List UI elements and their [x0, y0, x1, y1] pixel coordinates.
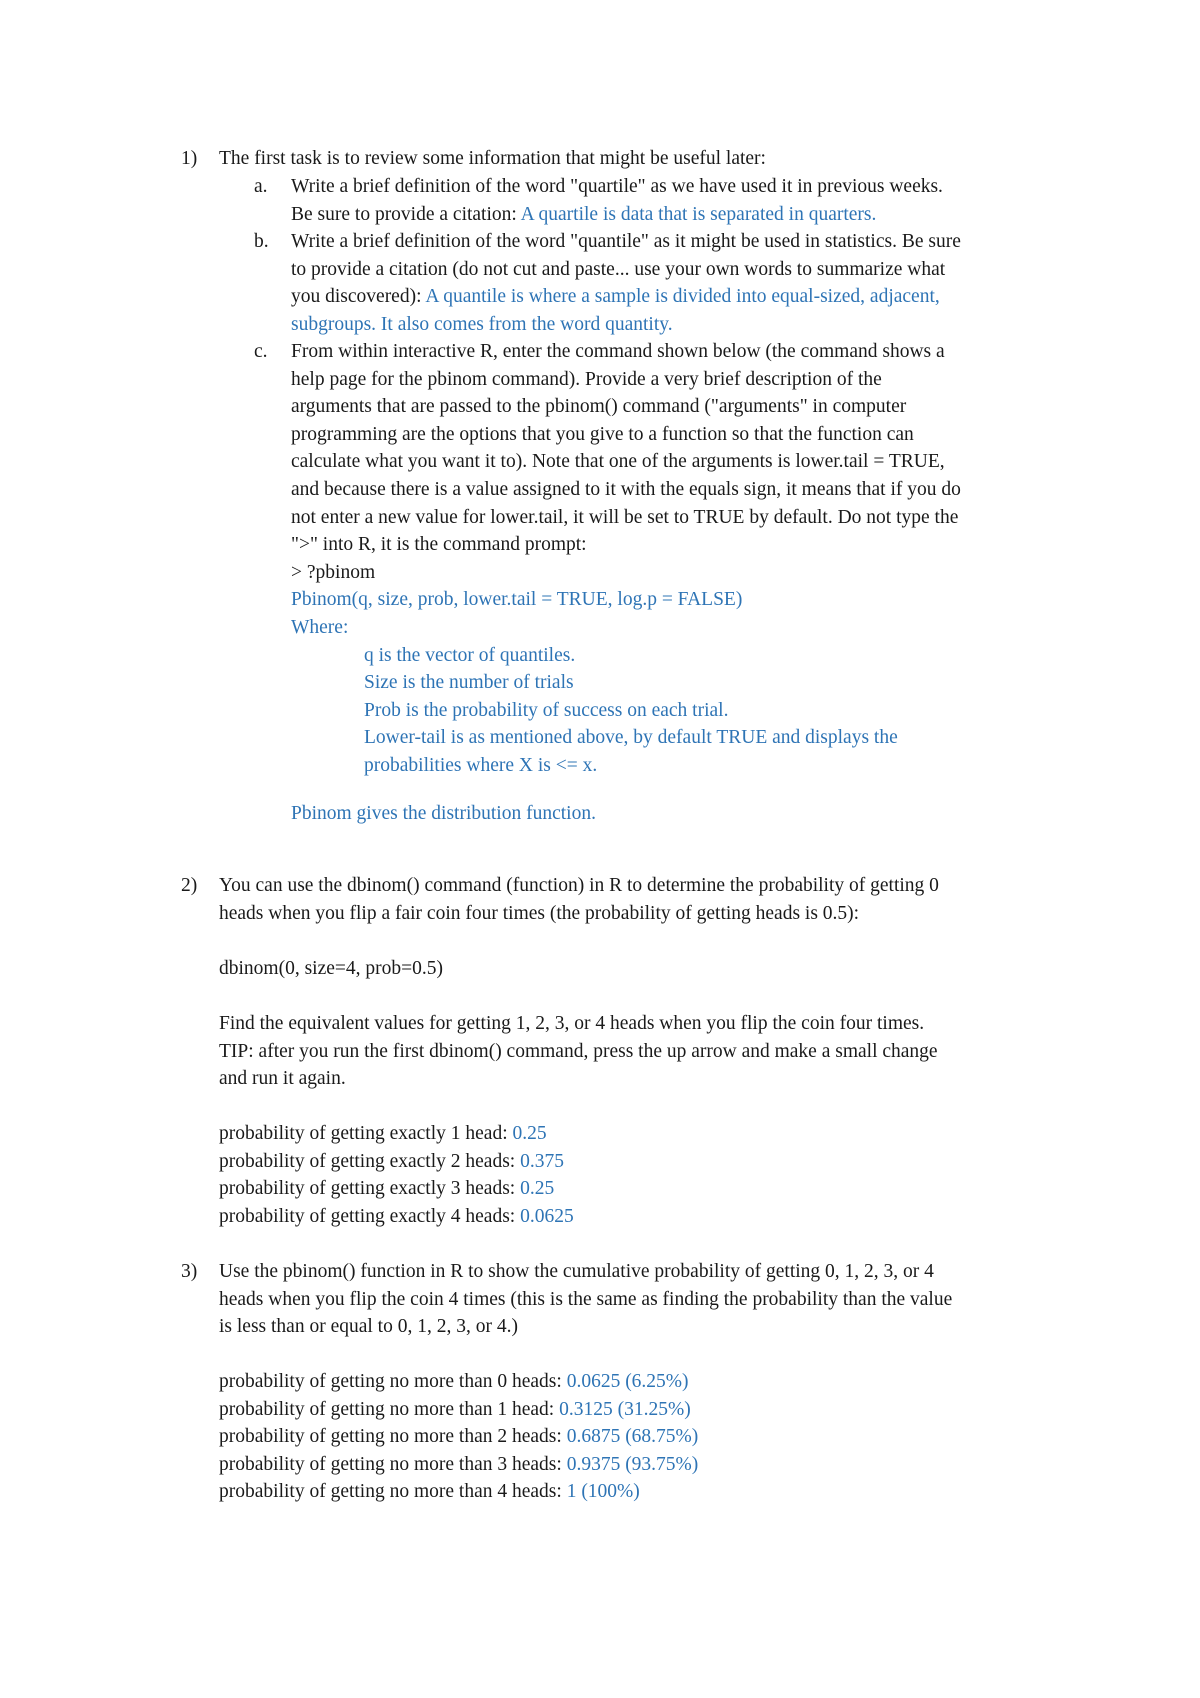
subitem-text: help page for the pbinom command). Provide a very brief description of the: [291, 368, 882, 390]
question-number: 3): [181, 1261, 198, 1282]
result-label: probability of getting exactly 2 heads:: [219, 1150, 521, 1172]
result-value: 0.3125 (31.25%): [559, 1398, 691, 1420]
result-value: 0.9375 (93.75%): [566, 1453, 699, 1475]
result-item: [219, 1120, 1099, 1148]
result-value: 0.0625: [520, 1205, 574, 1227]
question-number: 1): [181, 148, 198, 169]
subitem-text: arguments that are passed to the pbinom() command ("arguments" in computer: [291, 396, 907, 418]
subitem-label: b.: [254, 231, 269, 252]
subitem-text: programming are the options that you give to a function so that the function can: [291, 423, 914, 445]
subitem-b: [291, 228, 1091, 338]
question-task: [219, 1010, 1099, 1093]
question-text: TIP: after you run the first dbinom() command, press the up arrow and make a small change: [219, 1040, 938, 1062]
result-item: [219, 1396, 1099, 1424]
subitem-label: c.: [254, 341, 268, 362]
result-value: 0.25: [512, 1123, 547, 1144]
argument-item: probabilities where X is <= x.: [364, 754, 598, 776]
result-value: 1 (100%): [566, 1481, 640, 1503]
question-body: [219, 1258, 1099, 1341]
subitem-label: a.: [254, 176, 268, 197]
code-sample: dbinom(0, size=4, prob=0.5): [219, 958, 444, 979]
result-item: [219, 1423, 1099, 1451]
result-label: probability of getting no more than 1 head:: [219, 1398, 560, 1420]
subitem-a: [291, 173, 1091, 228]
result-label: probability of getting exactly 3 heads:: [219, 1178, 521, 1200]
result-item: [219, 1203, 1099, 1231]
answer-summary: Pbinom gives the distribution function.: [291, 803, 596, 824]
question-body: [219, 872, 1099, 927]
argument-item: q is the vector of quantiles.: [364, 644, 576, 666]
question-text: is less than or equal to 0, 1, 2, 3, or 4.): [219, 1316, 518, 1338]
command-prompt: > ?pbinom: [291, 561, 376, 583]
result-item: [219, 1478, 1099, 1506]
subitem-text: ">" into R, it is the command prompt:: [291, 534, 587, 556]
question-text: Find the equivalent values for getting 1, 2, 3, or 4 heads when you flip the coin four times.: [219, 1013, 925, 1034]
subitem-text: Write a brief definition of the word "quantile" as it might be used in statistics. Be sure: [291, 231, 961, 252]
result-item: [219, 1368, 1099, 1396]
question-text: and run it again.: [219, 1068, 346, 1090]
subitem-text: and because there is a value assigned to it with the equals sign, it means that if you do: [291, 478, 961, 500]
subitem-text: Be sure to provide a citation:: [291, 203, 521, 225]
subitem-text: From within interactive R, enter the command shown below (the command shows a: [291, 341, 945, 362]
question-text: heads when you flip a fair coin four times (the probability of getting heads is 0.5):: [219, 902, 860, 924]
where-label: Where:: [291, 616, 349, 638]
answer-text: subgroups. It also comes from the word quantity.: [291, 313, 673, 335]
subitem-text: [291, 283, 1091, 311]
answer-text: A quantile is where a sample is divided into equal-sized, adjacent,: [425, 286, 940, 308]
result-value: 0.375: [520, 1150, 564, 1172]
subitem-text: [291, 201, 1091, 229]
question-text: You can use the dbinom() command (function) in R to determine the probability of getting 0: [219, 875, 939, 896]
subitem-c: [291, 338, 1091, 780]
subitem-text: you discovered):: [291, 286, 426, 308]
question-text: Use the pbinom() function in R to show the cumulative probability of getting 0, 1, 2, 3, or 4: [219, 1261, 934, 1282]
result-item: [219, 1148, 1099, 1176]
usage-signature: Pbinom(q, size, prob, lower.tail = TRUE, log.p = FALSE): [291, 589, 743, 611]
result-list: [219, 1368, 1099, 1506]
result-value: 0.0625 (6.25%): [566, 1371, 689, 1392]
subitem-text: Write a brief definition of the word "quartile" as we have used it in previous weeks.: [291, 176, 943, 197]
result-item: [219, 1451, 1099, 1479]
question-text: The first task is to review some information that might be useful later:: [219, 148, 766, 169]
result-list: [219, 1120, 1099, 1230]
result-label: probability of getting exactly 4 heads:: [219, 1205, 521, 1227]
subitem-text: not enter a new value for lower.tail, it will be set to TRUE by default. Do not type the: [291, 506, 959, 528]
question-number: 2): [181, 875, 198, 896]
argument-item: Prob is the probability of success on each trial.: [364, 699, 729, 721]
result-item: [219, 1175, 1099, 1203]
argument-item: Size is the number of trials: [364, 672, 574, 694]
result-value: 0.6875 (68.75%): [566, 1426, 699, 1448]
result-label: probability of getting no more than 4 heads:: [219, 1481, 567, 1503]
argument-item: Lower-tail is as mentioned above, by default TRUE and displays the: [364, 727, 898, 749]
result-value: 0.25: [520, 1178, 555, 1200]
argument-list: [291, 642, 1091, 780]
result-label: probability of getting no more than 0 heads:: [219, 1371, 567, 1392]
subitem-text: calculate what you want it to). Note that one of the arguments is lower.tail = TRUE,: [291, 451, 945, 473]
subitem-text: to provide a citation (do not cut and paste... use your own words to summarize what: [291, 258, 946, 280]
result-label: probability of getting no more than 2 heads:: [219, 1426, 567, 1448]
answer-text: A quartile is data that is separated in quarters.: [520, 203, 877, 225]
result-label: probability of getting exactly 1 head:: [219, 1123, 513, 1144]
question-text: heads when you flip the coin 4 times (this is the same as finding the probability than the value: [219, 1288, 953, 1310]
result-label: probability of getting no more than 3 heads:: [219, 1453, 567, 1475]
